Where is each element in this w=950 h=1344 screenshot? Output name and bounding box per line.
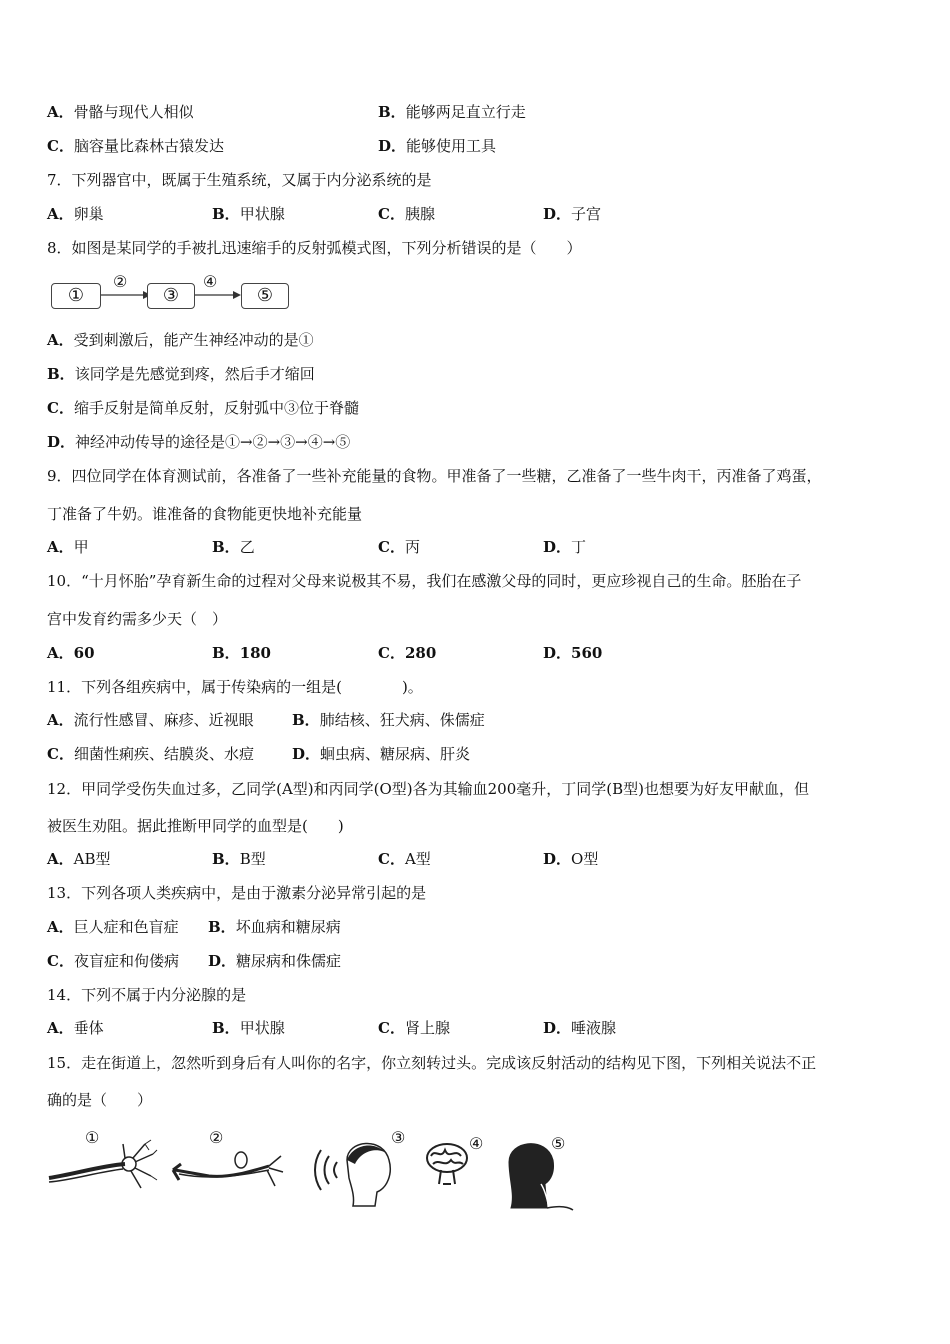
q12-option-a [47, 849, 111, 869]
option-key: D． [543, 1019, 572, 1037]
option-text: B型 [239, 850, 266, 868]
q10-option-d [543, 643, 602, 663]
option-key: C． [378, 205, 405, 223]
option-key: C． [47, 952, 74, 970]
option-key: C． [47, 399, 74, 417]
option-text: 脑容量比森林古猿发达 [73, 137, 224, 155]
option-text: O型 [571, 850, 599, 868]
option-text: 缩手反射是简单反射，反射弧中③位于脊髓 [73, 399, 359, 417]
q12-option-c [378, 849, 431, 869]
option-key: C． [378, 1019, 405, 1037]
option-text: 垂体 [73, 1019, 104, 1037]
option-key: C． [47, 137, 74, 155]
label-afferent: ② [113, 272, 128, 291]
structure-label-3: ③ [391, 1128, 406, 1147]
q14-option-d [543, 1018, 616, 1038]
q10-stem-line2: 宫中发育约需多少天（ ） [47, 610, 228, 628]
q7-stem: 7．下列器官中，既属于生殖系统，又属于内分泌系统的是 [47, 171, 432, 189]
option-text: 该同学是先感觉到疼，然后手才缩回 [74, 365, 315, 383]
node-effector: ⑤ [241, 283, 289, 309]
option-text: 胰腺 [404, 205, 435, 223]
option-key: A． [47, 205, 74, 223]
q12-option-b [212, 849, 266, 869]
q12-stem-line2: 被医生劝阻。据此推断甲同学的血型是( ) [47, 817, 344, 835]
option-key: D． [47, 433, 76, 451]
option-text: 肺结核、狂犬病、侏儒症 [319, 711, 485, 729]
option-key: D． [543, 644, 572, 662]
neuron-1-icon [45, 1136, 160, 1196]
q14-stem: 14．下列不属于内分泌腺的是 [47, 986, 247, 1004]
q11-option-b [292, 710, 485, 730]
structure-label-5: ⑤ [551, 1134, 566, 1153]
q15-stem-line1: 15．走在街道上，忽然听到身后有人叫你的名字，你立刻转过头。完成该反射活动的结构见下图，下列相关说法不正 [47, 1054, 817, 1072]
option-text: A型 [404, 850, 431, 868]
option-key: B． [47, 365, 75, 383]
q10-stem-line1: 10．“十月怀胎”孕育新生命的过程对父母来说极其不易，我们在感激父母的同时，更应珍视自己的生命。胚胎在子 [47, 572, 802, 590]
q14-option-a [47, 1018, 104, 1038]
q11-option-a [47, 710, 254, 730]
q9-stem-line2: 丁准备了牛奶。谁准备的食物能更快地补充能量 [47, 505, 363, 523]
option-key: A． [47, 1019, 74, 1037]
reflex-arc-diagram [47, 274, 297, 314]
ear-hearing-icon [303, 1128, 406, 1210]
q8-stem: 8．如图是某同学的手被扎迅速缩手的反射弧模式图，下列分析错误的是（ ） [47, 239, 582, 257]
q9-stem-line1: 9．四位同学在体育测试前，各准备了一些补充能量的食物。甲准备了一些糖，乙准备了一些牛肉干，丙准备了鸡蛋， [47, 467, 822, 485]
q13-option-b [208, 917, 341, 937]
structure-label-1: ① [85, 1128, 100, 1147]
option-text: 280 [404, 644, 437, 662]
option-key: C． [378, 850, 405, 868]
node-center: ③ [147, 283, 195, 309]
q11-stem: 11．下列各组疾病中，属于传染病的一组是( )。 [47, 678, 423, 696]
node-receptor: ① [51, 283, 101, 309]
neuron-2-icon [169, 1136, 287, 1196]
q13-option-a [47, 917, 179, 937]
option-text: 甲 [73, 538, 89, 556]
option-key: B． [212, 205, 240, 223]
option-text: 丁 [571, 538, 587, 556]
option-key: D． [378, 137, 407, 155]
q13-stem: 13．下列各项人类疾病中，是由于激素分泌异常引起的是 [47, 884, 427, 902]
option-key: A． [47, 644, 74, 662]
q8-option-b [47, 364, 315, 384]
option-key: B． [212, 644, 240, 662]
structure-label-2: ② [209, 1128, 224, 1147]
option-text: 180 [239, 644, 271, 662]
q6-option-b [378, 102, 526, 122]
option-text: 能够两足直立行走 [405, 103, 526, 121]
q14-option-b [212, 1018, 285, 1038]
q9-option-d [543, 537, 586, 557]
option-text: 甲状腺 [239, 205, 285, 223]
option-key: B． [212, 850, 240, 868]
q9-option-b [212, 537, 255, 557]
option-text: 乙 [239, 538, 255, 556]
q11-option-c [47, 744, 254, 764]
option-text: 细菌性痢疾、结膜炎、水痘 [73, 745, 254, 763]
option-key: A． [47, 538, 74, 556]
option-text: 肾上腺 [404, 1019, 450, 1037]
option-text: 唾液腺 [571, 1019, 617, 1037]
option-text: 坏血病和糖尿病 [235, 918, 341, 936]
q9-option-a [47, 537, 89, 557]
option-text: 能够使用工具 [406, 137, 497, 155]
option-key: D． [543, 538, 572, 556]
q7-option-b [212, 204, 285, 224]
option-key: C． [378, 538, 405, 556]
option-text: 卵巢 [73, 205, 104, 223]
option-key: A． [47, 103, 74, 121]
q7-option-c [378, 204, 435, 224]
q6-option-a [47, 102, 194, 122]
option-text: 夜盲症和佝偻病 [73, 952, 179, 970]
q6-option-c [47, 136, 224, 156]
option-key: B． [212, 1019, 240, 1037]
option-key: B． [208, 918, 236, 936]
q7-option-a [47, 204, 104, 224]
option-text: 受到刺激后，能产生神经冲动的是① [73, 331, 314, 349]
q6-option-d [378, 136, 496, 156]
option-text: 甲状腺 [239, 1019, 285, 1037]
q12-option-d [543, 849, 598, 869]
q9-option-c [378, 537, 420, 557]
option-key: A． [47, 850, 74, 868]
option-text: 子宫 [571, 205, 602, 223]
q10-option-a [47, 643, 95, 663]
label-efferent: ④ [203, 272, 218, 291]
option-key: D． [292, 745, 321, 763]
q13-option-c [47, 951, 179, 971]
option-key: A． [47, 331, 74, 349]
q10-option-c [378, 643, 436, 663]
option-key: A． [47, 918, 74, 936]
option-text: 骨骼与现代人相似 [73, 103, 194, 121]
option-key: A． [47, 711, 74, 729]
q12-stem-line1: 12．甲同学受伤失血过多，乙同学(A型)和丙同学(O型)各为其输血200毫升，丁同学(B型)也想要为好友甲献血，但 [47, 780, 809, 798]
q14-option-c [378, 1018, 450, 1038]
q10-option-b [212, 643, 271, 663]
option-key: D． [208, 952, 237, 970]
option-text: 蛔虫病、糖尿病、肝炎 [320, 745, 471, 763]
option-text: 神经冲动传导的途径是①→②→③→④→⑤ [75, 433, 351, 451]
q11-option-d [292, 744, 470, 764]
reflex-structures-figure [45, 1128, 585, 1214]
option-text: AB型 [73, 850, 111, 868]
q8-option-d [47, 432, 350, 452]
q15-stem-line2: 确的是（ ） [47, 1091, 153, 1109]
structure-label-4: ④ [469, 1134, 484, 1153]
option-key: C． [378, 644, 405, 662]
option-text: 糖尿病和侏儒症 [236, 952, 342, 970]
option-text: 巨人症和色盲症 [73, 918, 179, 936]
option-text: 流行性感冒、麻疹、近视眼 [73, 711, 254, 729]
q7-option-d [543, 204, 601, 224]
brain-icon [423, 1138, 473, 1192]
option-text: 60 [73, 644, 95, 662]
q8-option-a [47, 330, 314, 350]
option-text: 丙 [404, 538, 420, 556]
option-text: 560 [571, 644, 603, 662]
option-key: B． [378, 103, 406, 121]
q8-option-c [47, 398, 359, 418]
option-key: B． [292, 711, 320, 729]
option-key: C． [47, 745, 74, 763]
option-key: D． [543, 850, 572, 868]
option-key: D． [543, 205, 572, 223]
option-key: B． [212, 538, 240, 556]
q13-option-d [208, 951, 341, 971]
